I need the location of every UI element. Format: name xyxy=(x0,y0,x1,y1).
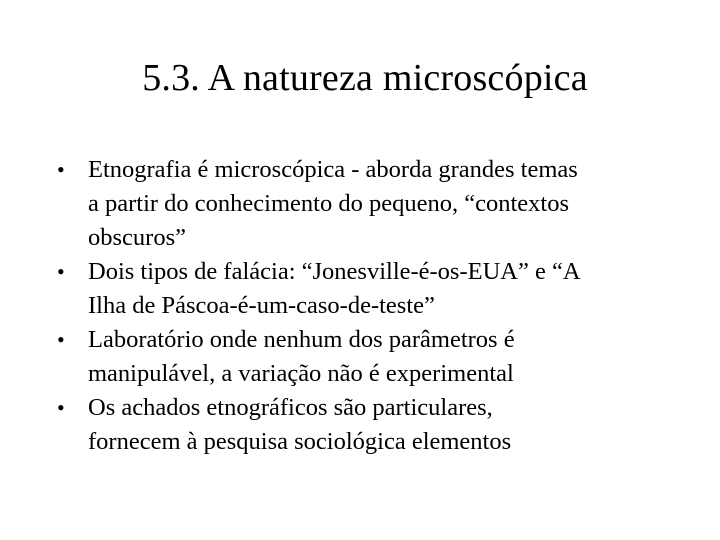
bullet-text: Laboratório onde nenhum dos parâmetros é manipulável, a variação não é experimental xyxy=(88,326,515,387)
bullet-list xyxy=(57,153,687,459)
bullet-text: Etnografia é microscópica - aborda grandes temas a partir do conhecimento do pequeno, “contextos obscuros” xyxy=(88,156,578,251)
bullet-icon: • xyxy=(57,395,65,420)
bullet-icon: • xyxy=(57,259,65,284)
bullet-item xyxy=(57,153,687,255)
bullet-item xyxy=(57,391,687,459)
bullet-icon: • xyxy=(57,327,65,352)
bullet-text: Os achados etnográficos são particulares, fornecem à pesquisa sociológica elementos xyxy=(88,394,512,455)
bullet-item xyxy=(57,255,687,323)
bullet-item xyxy=(57,323,687,391)
bullet-icon: • xyxy=(57,157,65,182)
bullet-text: Dois tipos de falácia: “Jonesville-é-os-EUA” e “A Ilha de Páscoa-é-um-caso-de-teste” xyxy=(88,258,581,319)
slide-title: 5.3. A natureza microscópica xyxy=(142,57,588,99)
